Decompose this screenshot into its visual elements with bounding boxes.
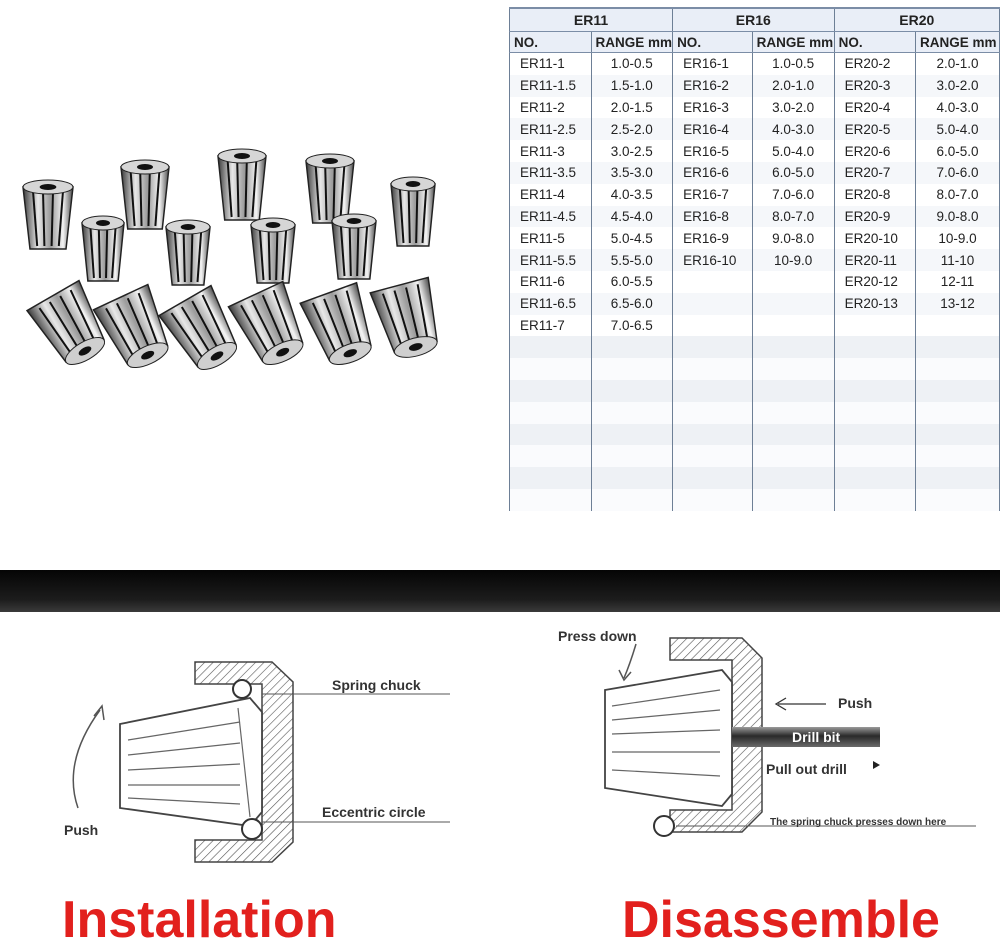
- table-row: [510, 336, 1000, 358]
- cell-collet-range: 12-11: [916, 271, 1000, 293]
- cell-collet-no: ER20-4: [834, 97, 915, 119]
- cell-empty: [916, 489, 1000, 511]
- col-header-range: RANGE mm: [591, 32, 673, 53]
- label-eccentric-circle: Eccentric circle: [322, 804, 426, 820]
- cell-empty: [591, 358, 673, 380]
- cell-collet-no: ER16-9: [673, 227, 753, 249]
- table-row: [510, 489, 1000, 511]
- cell-collet-no: ER20-12: [834, 271, 915, 293]
- cell-collet-no: ER11-5.5: [510, 249, 592, 271]
- cell-collet-range: 6.0-5.5: [591, 271, 673, 293]
- cell-collet-range: 1.0-0.5: [752, 53, 834, 75]
- cell-collet-range: 11-10: [916, 249, 1000, 271]
- cell-empty: [673, 402, 753, 424]
- cell-collet-no: ER16-1: [673, 53, 753, 75]
- table-row: [510, 97, 1000, 119]
- cell-empty: [834, 315, 915, 337]
- group-header-er20: ER20: [834, 8, 999, 32]
- cell-empty: [752, 358, 834, 380]
- cell-collet-range: 3.5-3.0: [591, 162, 673, 184]
- cell-collet-no: ER20-8: [834, 184, 915, 206]
- cell-empty: [510, 424, 592, 446]
- cell-collet-range: 3.0-2.0: [916, 75, 1000, 97]
- collet-image: [93, 285, 178, 377]
- col-header-range: RANGE mm: [752, 32, 834, 53]
- table-row: [510, 315, 1000, 337]
- title-installation: Installation: [62, 891, 337, 946]
- cell-empty: [510, 358, 592, 380]
- cell-collet-no: ER16-8: [673, 206, 753, 228]
- table-row: [510, 53, 1000, 75]
- cell-empty: [834, 489, 915, 511]
- collet-image: [159, 286, 247, 379]
- cell-collet-range: 13-12: [916, 293, 1000, 315]
- table-row: [510, 227, 1000, 249]
- cell-empty: [752, 380, 834, 402]
- cell-collet-range: 2.5-2.0: [591, 118, 673, 140]
- cell-empty: [916, 336, 1000, 358]
- cell-collet-no: ER11-3: [510, 140, 592, 162]
- cell-empty: [834, 380, 915, 402]
- cell-collet-range: 6.0-5.0: [752, 162, 834, 184]
- cell-collet-range: 8.0-7.0: [752, 206, 834, 228]
- collet-product-photo: [0, 0, 500, 560]
- cell-collet-range: 10-9.0: [752, 249, 834, 271]
- group-header-er16: ER16: [673, 8, 835, 32]
- cell-empty: [510, 336, 592, 358]
- cell-empty: [591, 424, 673, 446]
- cell-collet-no: ER16-3: [673, 97, 753, 119]
- cell-collet-no: ER20-2: [834, 53, 915, 75]
- cell-collet-no: ER16-5: [673, 140, 753, 162]
- table-row: [510, 118, 1000, 140]
- table-row: [510, 206, 1000, 228]
- cell-collet-no: ER20-5: [834, 118, 915, 140]
- col-header-no: NO.: [834, 32, 915, 53]
- label-push-installation: Push: [64, 822, 99, 838]
- cell-empty: [673, 315, 753, 337]
- cell-collet-range: 4.0-3.0: [752, 118, 834, 140]
- cell-empty: [510, 467, 592, 489]
- collet-image: [218, 149, 266, 220]
- cell-empty: [834, 336, 915, 358]
- collet-image: [121, 160, 169, 229]
- cell-empty: [834, 424, 915, 446]
- cell-empty: [916, 467, 1000, 489]
- cell-empty: [510, 489, 592, 511]
- cell-collet-range: 7.0-6.0: [752, 184, 834, 206]
- cell-collet-no: ER20-7: [834, 162, 915, 184]
- cell-collet-no: ER16-2: [673, 75, 753, 97]
- cell-collet-range: 10-9.0: [916, 227, 1000, 249]
- cell-collet-range: 3.0-2.0: [752, 97, 834, 119]
- cell-empty: [591, 445, 673, 467]
- cell-empty: [673, 271, 753, 293]
- cell-collet-range: 2.0-1.5: [591, 97, 673, 119]
- cell-empty: [916, 380, 1000, 402]
- cell-collet-no: ER11-1: [510, 53, 592, 75]
- cell-collet-no: ER20-9: [834, 206, 915, 228]
- cell-empty: [673, 358, 753, 380]
- group-header-er11: ER11: [510, 8, 673, 32]
- cell-empty: [916, 402, 1000, 424]
- cell-collet-range: 7.0-6.0: [916, 162, 1000, 184]
- cell-empty: [673, 445, 753, 467]
- table-row: [510, 75, 1000, 97]
- usage-diagram: [0, 612, 1000, 946]
- col-header-no: NO.: [673, 32, 753, 53]
- cell-empty: [752, 489, 834, 511]
- cell-empty: [510, 445, 592, 467]
- collet-image: [23, 180, 73, 249]
- cell-collet-range: 5.0-4.5: [591, 227, 673, 249]
- cell-empty: [673, 489, 753, 511]
- cell-empty: [673, 467, 753, 489]
- cell-empty: [752, 424, 834, 446]
- cell-collet-range: 8.0-7.0: [916, 184, 1000, 206]
- cell-collet-range: 1.0-0.5: [591, 53, 673, 75]
- table-row: [510, 445, 1000, 467]
- cell-collet-no: ER11-1.5: [510, 75, 592, 97]
- cell-collet-no: ER11-5: [510, 227, 592, 249]
- cell-empty: [834, 402, 915, 424]
- cell-empty: [834, 358, 915, 380]
- collet-spec-table: [509, 7, 1000, 511]
- cell-empty: [510, 402, 592, 424]
- cell-empty: [673, 380, 753, 402]
- table-row: [510, 358, 1000, 380]
- col-header-no: NO.: [510, 32, 592, 53]
- col-header-range: RANGE mm: [916, 32, 1000, 53]
- table-row: [510, 293, 1000, 315]
- label-chuck-press-note: The spring chuck presses down here: [770, 817, 947, 828]
- cell-empty: [916, 358, 1000, 380]
- collet-image: [300, 283, 381, 372]
- table-row: [510, 140, 1000, 162]
- cell-collet-no: ER16-6: [673, 162, 753, 184]
- cell-empty: [673, 293, 753, 315]
- cell-empty: [752, 293, 834, 315]
- cell-collet-no: ER16-4: [673, 118, 753, 140]
- cell-empty: [591, 467, 673, 489]
- cell-collet-no: ER11-3.5: [510, 162, 592, 184]
- cell-collet-range: 3.0-2.5: [591, 140, 673, 162]
- cell-empty: [752, 402, 834, 424]
- cell-empty: [752, 445, 834, 467]
- collet-image: [306, 154, 354, 223]
- cell-collet-range: 9.0-8.0: [916, 206, 1000, 228]
- collet-group: [23, 149, 447, 379]
- collet-image: [332, 214, 376, 279]
- cell-collet-no: ER11-7: [510, 315, 592, 337]
- cell-collet-no: ER16-10: [673, 249, 753, 271]
- cell-empty: [752, 315, 834, 337]
- collet-image: [166, 220, 210, 285]
- collet-image: [251, 218, 295, 283]
- cell-empty: [916, 445, 1000, 467]
- cell-empty: [673, 424, 753, 446]
- cell-empty: [510, 380, 592, 402]
- table-row: [510, 271, 1000, 293]
- cell-collet-no: ER11-6.5: [510, 293, 592, 315]
- section-divider: [0, 570, 1000, 612]
- cell-empty: [591, 402, 673, 424]
- cell-collet-no: ER11-6: [510, 271, 592, 293]
- cell-collet-no: ER16-7: [673, 184, 753, 206]
- cell-collet-range: 5.0-4.0: [752, 140, 834, 162]
- cell-collet-range: 4.0-3.5: [591, 184, 673, 206]
- collet-image: [82, 216, 124, 281]
- title-disassemble: Disassemble: [622, 891, 940, 946]
- cell-collet-range: 2.0-1.0: [916, 53, 1000, 75]
- cell-collet-range: 4.5-4.0: [591, 206, 673, 228]
- cell-collet-range: 5.0-4.0: [916, 118, 1000, 140]
- label-spring-chuck: Spring chuck: [332, 677, 421, 693]
- cell-empty: [673, 336, 753, 358]
- cell-collet-range: 4.0-3.0: [916, 97, 1000, 119]
- cell-collet-range: 9.0-8.0: [752, 227, 834, 249]
- cell-collet-no: ER11-4: [510, 184, 592, 206]
- collet-image: [391, 177, 435, 246]
- cell-collet-no: ER11-2.5: [510, 118, 592, 140]
- installation-diagram: [62, 662, 450, 946]
- table-row: [510, 249, 1000, 271]
- cell-empty: [591, 336, 673, 358]
- label-drill-bit: Drill bit: [792, 729, 841, 745]
- cell-collet-range: 6.5-6.0: [591, 293, 673, 315]
- cell-empty: [752, 336, 834, 358]
- cell-collet-no: ER20-11: [834, 249, 915, 271]
- disassemble-diagram: [558, 628, 976, 946]
- cell-empty: [752, 467, 834, 489]
- cell-collet-no: ER11-4.5: [510, 206, 592, 228]
- label-press-down: Press down: [558, 628, 637, 644]
- table-row: [510, 184, 1000, 206]
- table-row: [510, 424, 1000, 446]
- cell-collet-no: ER20-6: [834, 140, 915, 162]
- cell-empty: [916, 424, 1000, 446]
- cell-empty: [834, 467, 915, 489]
- label-push-disassemble: Push: [838, 695, 873, 711]
- cell-empty: [916, 315, 1000, 337]
- cell-empty: [752, 271, 834, 293]
- cell-collet-range: 1.5-1.0: [591, 75, 673, 97]
- table-row: [510, 402, 1000, 424]
- table-row: [510, 467, 1000, 489]
- table-row: [510, 162, 1000, 184]
- cell-empty: [591, 489, 673, 511]
- table-row: [510, 380, 1000, 402]
- cell-collet-no: ER11-2: [510, 97, 592, 119]
- collet-image: [27, 281, 115, 374]
- label-pull-out-drill: Pull out drill: [766, 761, 847, 777]
- cell-collet-no: ER20-3: [834, 75, 915, 97]
- cell-collet-range: 2.0-1.0: [752, 75, 834, 97]
- cell-empty: [834, 445, 915, 467]
- cell-collet-range: 5.5-5.0: [591, 249, 673, 271]
- cell-collet-range: 6.0-5.0: [916, 140, 1000, 162]
- collet-image: [228, 282, 313, 374]
- cell-empty: [591, 380, 673, 402]
- cell-collet-no: ER20-10: [834, 227, 915, 249]
- cell-collet-range: 7.0-6.5: [591, 315, 673, 337]
- cell-collet-no: ER20-13: [834, 293, 915, 315]
- collet-image: [370, 277, 447, 363]
